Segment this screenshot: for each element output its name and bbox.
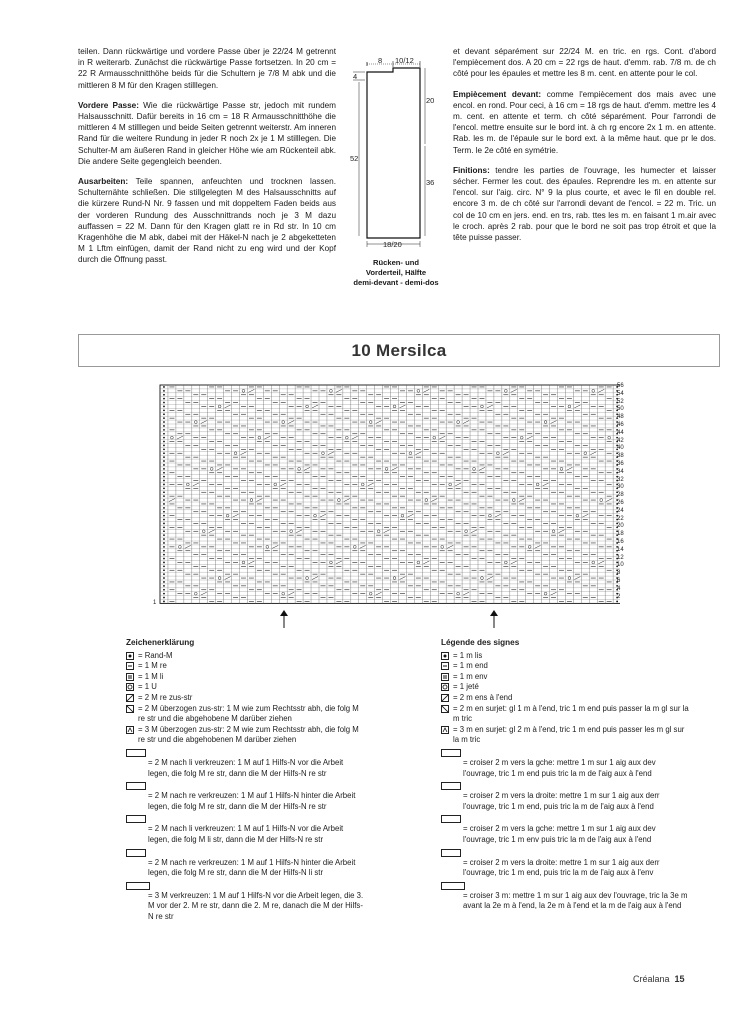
- cable-left-purl-icon: [126, 815, 146, 823]
- legend-item: [441, 672, 691, 683]
- legend-item: [126, 651, 366, 662]
- schematic-label-8: 8: [378, 56, 383, 65]
- arrow-up-icon: [280, 610, 288, 628]
- legend-item: [441, 693, 691, 704]
- cable-right-icon: [126, 782, 146, 790]
- schematic-drawing: [345, 54, 445, 254]
- legend-text: = croiser 2 m vers la gche: mettre 1 m sur 1 aig aux dev l'ouvrage, tric 1 m end puis tric la m de l'aig aux à l'end: [463, 757, 656, 778]
- cable-right-purl-icon: [441, 849, 461, 857]
- legend-text: = croiser 3 m: mettre 1 m sur 1 aig aux dev l'ouvrage, tric la 3e m avant la 2e m à l'end, la 2e m à l'end et la m de l'aig aux à l'end: [463, 890, 688, 911]
- purl-stitch-icon: [441, 673, 449, 681]
- french-finish-section: [453, 165, 716, 243]
- legend-text: = 1 m end: [453, 661, 488, 671]
- french-intro: et devant séparément sur 22/24 M. en tric. en rgs. Cont. d'abord l'empiècement dos. A 20 cm = 22 rgs de haut. d'emm. rab. 7/8 m. de ch côté pour les épaules et mettre les 8 m. cent. en attente pour le col.: [453, 47, 716, 79]
- k2tog-icon: [126, 694, 134, 702]
- cable-left-purl-icon: [441, 815, 461, 823]
- legend-text: = 2 M überzogen zus-str: 1 M wie zum Rechtsstr abh, die folg M re str und die abgehobene M darüber ziehen: [138, 703, 359, 724]
- french-finish-body: tendre les parties de l'ouvrage, les humecter et laisser sécher. Fermer les cout. des épaules. Reprendre les m. en attente sur l'encol. sur l'aig. circ. N° 9 la plus courte, et avec le fil en double rel. encore 3 m. de ch côté sur l'arrondi devant de l'encol. = 22 m. Tric. un col de 10 cm en jers. end. en trs, rab. ttes les m. en faisant 1 m.air avec le croch. après 2 rab. pour que le bord ne soit pas trop étroit et que la tête puisse passer.: [453, 165, 716, 243]
- legend-german-heading: Zeichenerklärung: [126, 638, 195, 647]
- chart-row-number: 20: [617, 523, 624, 530]
- legend-item: [126, 682, 366, 693]
- legend-item: [441, 704, 691, 725]
- chart-first-row-number: 1: [153, 600, 157, 606]
- chart-row-number: 36: [617, 461, 624, 467]
- chart-row-number: 2: [617, 593, 621, 600]
- legend-text: = 2 m en surjet: gl 1 m à l'end, tric 1 m end puis passer la m gl sur la m tric: [453, 703, 689, 724]
- arrow-up-icon: [490, 610, 498, 628]
- legend-text: = croiser 2 m vers la droite: mettre 1 m sur 1 aig aux derr l'ouvrage, tric 1 m end, puis tric la m de l'aig aux à l'env: [463, 857, 660, 878]
- schematic-label-18-20: 18/20: [383, 240, 402, 249]
- legend-text: = 2 M nach re verkreuzen: 1 M auf 1 Hilfs-N hinter die Arbeit legen, die folg M re str, dann die M der Hilfs-N re str: [148, 791, 356, 811]
- legend-cable-item: [441, 782, 691, 812]
- cable-three-stitch-icon: [441, 882, 465, 890]
- ssk-icon: [126, 705, 134, 713]
- edge-stitch-icon: [441, 652, 449, 660]
- knit-stitch-icon: [441, 662, 449, 670]
- legend-text: = 3 M überzogen zus-str: 2 M wie zum Rechtsstr abh, die folg M re str und die abgehobenen M darüber ziehen: [138, 724, 359, 745]
- german-text-column: [78, 46, 336, 275]
- chart-row-number: 10: [617, 562, 624, 569]
- chart-row-number: 12: [617, 554, 624, 561]
- legend-text: = 1 m env: [453, 671, 488, 681]
- legend-text: = 3 M verkreuzen: 1 M auf 1 Hilfs-N vor die Arbeit legen, die 3. M vor der 2. M re str, dann die 2. M re, danach die M der Hilfs-N re str: [148, 890, 364, 921]
- edge-stitch-icon: [126, 652, 134, 660]
- schematic-label-10-12: 10/12: [395, 56, 414, 65]
- chart-row-number: 34: [617, 468, 624, 475]
- legend-item: [126, 704, 366, 725]
- caption-line-1: Rücken- und: [373, 258, 419, 267]
- legend-cable-item: [126, 749, 366, 779]
- german-front-body: Wie die rückwärtige Passe str, jedoch mit rundem Halsausschnitt. Dafür bereits in 16 cm = 18 R Armausschnitthöhe die mittleren 4 M stilllegen und beide Seiten getrennt weiterstr. Am inneren Rand für die weitere Rundung in jeder R noch 2x je 1 M stilllegen. Die Schulter-M am äußeren Rand in gleicher Höhe wie am Rückenteil abk. Die andere Seite gegengleich beenden.: [78, 100, 336, 166]
- legend-text: = 2 m ens à l'end: [453, 692, 513, 702]
- german-finish-heading: Ausarbeiten:: [78, 177, 129, 187]
- chart-row-number: 18: [617, 531, 624, 538]
- chart-row-number: 46: [617, 422, 624, 428]
- schematic-label-36: 36: [426, 178, 435, 187]
- german-front-section: [78, 100, 336, 167]
- legend-text: = 2 M nach li verkreuzen: 1 M auf 1 Hilfs-N vor die Arbeit legen, die folg M li str, dann die M der Hilfs-N re str: [148, 824, 344, 844]
- k2tog-icon: [441, 694, 449, 702]
- chart-row-number: 44: [617, 429, 624, 436]
- french-front-heading: Empiècement devant:: [453, 89, 542, 99]
- chart-row-number: 32: [617, 476, 624, 483]
- chart-row-number: 4: [617, 585, 621, 592]
- legend-text: = Rand-M: [138, 650, 173, 660]
- german-front-heading: Vordere Passe:: [78, 100, 139, 110]
- legend-cable-item: [441, 815, 691, 845]
- schematic-label-52: 52: [350, 154, 359, 163]
- legend-item: [441, 725, 691, 746]
- cable-right-icon: [441, 782, 461, 790]
- legend-cable-item: [441, 849, 691, 879]
- section-title-box: [78, 334, 720, 367]
- cable-left-icon: [126, 749, 146, 757]
- french-front-section: [453, 89, 716, 156]
- chart-row-number: 52: [617, 398, 624, 405]
- legend-cable-item: [441, 749, 691, 779]
- legend-cable-item: [126, 782, 366, 812]
- german-intro: teilen. Dann rückwärtige und vordere Passe über je 22/24 M getrennt in R weiterarb. Zunächst die rückwärtige Passe fortsetzen. In 20 cm = 22 R Armausschnitthöhe beids für die Schultern je 7/8 M abk und die mittleren 8 M für den Kragen stilllegen.: [78, 47, 336, 90]
- section-title: 10 Mersilca: [351, 341, 447, 360]
- chart-row-number: 22: [617, 515, 624, 522]
- chart-row-number: 30: [617, 484, 624, 491]
- legend-text: = 1 jeté: [453, 682, 479, 692]
- legend-german: [126, 638, 366, 922]
- chart-row-number: 50: [617, 406, 624, 413]
- chart-row-number: 38: [617, 453, 624, 460]
- legend-text: = 1 U: [138, 682, 157, 692]
- legend-item: [441, 682, 691, 693]
- legend-item: [126, 725, 366, 746]
- chart-row-number: 40: [617, 445, 624, 452]
- yarn-over-icon: [441, 683, 449, 691]
- legend-text: = croiser 2 m vers la gche: mettre 1 m sur 1 aig aux dev l'ouvrage, tric 1 m env puis tric la m de l'aig aux à l'end: [463, 824, 656, 844]
- german-finish-section: [78, 176, 336, 266]
- page-number: 15: [674, 974, 685, 984]
- sk2p-icon: [441, 726, 449, 734]
- cable-left-icon: [441, 749, 461, 757]
- legend-text: = 1 M re: [138, 661, 167, 671]
- schematic-label-20: 20: [426, 96, 435, 105]
- chart-row-number: 24: [617, 507, 624, 514]
- legend-text: = 2 M nach li verkreuzen: 1 M auf 1 Hilfs-N vor die Arbeit legen, die folg M re str, dann die M der Hilfs-N re str: [148, 757, 344, 778]
- chart-row-number: 8: [617, 570, 621, 577]
- french-finish-heading: Finitions:: [453, 165, 490, 175]
- legend-item: [126, 693, 366, 704]
- schematic-label-4: 4: [353, 72, 358, 81]
- page-footer: [633, 974, 685, 984]
- legend-cable-item: [126, 882, 366, 923]
- legend-item: [126, 672, 366, 683]
- yarn-over-icon: [126, 683, 134, 691]
- caption-line-2: Vorderteil, Hälfte: [365, 268, 427, 277]
- legend-text: = 1 M li: [138, 671, 164, 681]
- legend-french-heading: Légende des signes: [441, 638, 520, 647]
- chart-row-number: 48: [617, 414, 624, 421]
- footer-brand: Créalana: [633, 974, 670, 984]
- french-front-body: comme l'empiècement dos mais avec une encol. en rond. Pour ceci, à 16 cm = 18 rgs de haut. d'emm. mettre les 4 m. cent. en attente et term. ch côté séparément. Pour l'arrondi de l'encol. mettre ensuite sur le bord int. à ch rg encore 2x 1 m. en attente. Rab. les m. de l'épaule sur le bord ext. à la même haut. que pr le dos. Term. le 2e côté en symétrie.: [453, 89, 716, 155]
- chart-row-number: 28: [617, 492, 624, 499]
- caption-line-3: demi-devant - demi-dos: [353, 278, 439, 287]
- french-text-column: [453, 46, 716, 252]
- legend-item: [441, 651, 691, 662]
- legend-text: = 3 m en surjet: gl 2 m à l'end, tric 1 m end puis passer les m gl sur la m tric: [453, 724, 685, 745]
- purl-stitch-icon: [126, 673, 134, 681]
- chart-row-number: 56: [617, 383, 624, 389]
- legend-cable-item: [441, 882, 691, 912]
- sk2p-icon: [126, 726, 134, 734]
- knit-stitch-icon: [126, 662, 134, 670]
- legend-text: = croiser 2 m vers la droite: mettre 1 m sur 1 aig aux derr l'ouvrage, tric 1 m end, puis tric la m de l'aig aux à l'end: [463, 791, 660, 811]
- legend-item: [441, 661, 691, 672]
- ssk-icon: [441, 705, 449, 713]
- chart-row-number: 6: [617, 578, 621, 584]
- chart-row-number: 42: [617, 437, 624, 444]
- legend-text: = 2 M nach re verkreuzen: 1 M auf 1 Hilfs-N hinter die Arbeit legen, die folg M re str, dann die M der Hilfs-N li str: [148, 857, 356, 878]
- schematic-caption: [346, 258, 446, 288]
- chart-row-number: 16: [617, 539, 624, 545]
- chart-row-number: 14: [617, 546, 624, 553]
- chart-row-number: 54: [617, 390, 624, 397]
- legend-text: = 2 M re zus-str: [138, 692, 193, 702]
- chart-grid: [160, 385, 620, 603]
- legend-text: = 1 m lis: [453, 650, 483, 660]
- legend-item: [126, 661, 366, 672]
- knitting-chart: [150, 384, 620, 610]
- legend-cable-item: [126, 815, 366, 845]
- legend-cable-item: [126, 849, 366, 879]
- cable-three-stitch-icon: [126, 882, 150, 890]
- cable-right-purl-icon: [126, 849, 146, 857]
- chart-row-number: 26: [617, 500, 624, 506]
- german-finish-body: Teile spannen, anfeuchten und trocknen lassen. Schulternähte schließen. Die stillgelegten M des Halsausschnitts auf die kürzere Rund-N Nr. 9 fassen und mit doppeltem Faden beids aus der vorderen Rundung des Ausschnittrands noch je 3 M dazu auffassen = 22 M. Dann für den Kragen glatt re in Rd str. In 10 cm Kragenhöhe die M abk, dabei mit der Häkel-N nach je 2 abgeketteten M 1 Lftm einfügen, damit der Rand nicht zu eng wird und der Kopf durch die Öffnung passt.: [78, 177, 336, 265]
- legend-french: [441, 638, 691, 912]
